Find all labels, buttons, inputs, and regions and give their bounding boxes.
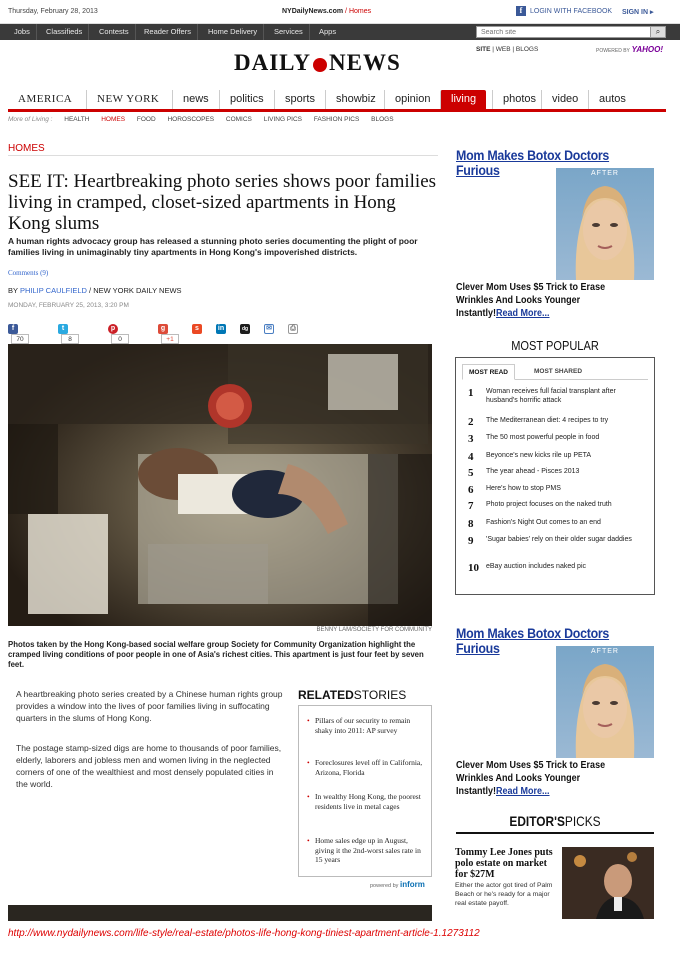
section-nav (8, 90, 666, 112)
rank-number: 9 (468, 535, 474, 547)
subnav-homes[interactable]: HOMES (101, 116, 126, 123)
byline-outlet: / NEW YORK DAILY NEWS (86, 286, 182, 295)
article-headline: SEE IT: Heartbreaking photo series shows poor families living in cramped, closet-sized apartments in Hong Kong slums (8, 171, 437, 234)
powered-by-yahoo (596, 45, 663, 54)
tommy-lee-jones-photo (562, 847, 654, 919)
powered-label: POWERED BY (596, 48, 630, 54)
nav-apps[interactable]: Apps (319, 27, 337, 36)
twitter-icon: t (58, 324, 68, 334)
ad-image[interactable] (556, 168, 654, 280)
story-title[interactable]: 'Sugar babies' rely on their older sugar daddies (486, 536, 632, 543)
breadcrumb-section[interactable]: Homes (348, 8, 372, 15)
nav-jobs[interactable]: Jobs (8, 24, 37, 40)
logo-daily: DAILY (234, 50, 312, 75)
most-popular-item[interactable] (468, 518, 644, 534)
editors-pick-image[interactable] (562, 847, 654, 919)
most-popular-item[interactable] (468, 387, 644, 403)
photo-caption: Photos taken by the Hong Kong-based social welfare group Society for Community Organization highlight the cramped living conditions of poor people in one of Asia's richest cities. This apartment is just four feet by seven feet. (8, 640, 424, 669)
ad-read-more-link[interactable]: Read More... (496, 308, 550, 319)
rank-number: 4 (468, 451, 474, 463)
ad-copy-text: Clever Mom Uses $5 Trick to Erase Wrinkles And Looks Younger Instantly! (456, 282, 606, 319)
ad-copy-text: Clever Mom Uses $5 Trick to Erase Wrinkles And Looks Younger Instantly! (456, 760, 606, 797)
nav-classifieds[interactable]: Classifieds (40, 24, 89, 40)
section-opinion[interactable]: opinion (384, 90, 440, 109)
most-popular-item[interactable] (468, 562, 644, 578)
subnav-food[interactable]: FOOD (136, 116, 156, 123)
editors-pick-summary: Either the actor got tired of Palm Beach or he's ready for a major real estate payoff. (455, 882, 553, 907)
rank-number: 5 (468, 467, 474, 479)
daily-news-logo[interactable] (234, 50, 401, 76)
rank-number: 3 (468, 433, 474, 445)
share-linkedin[interactable] (216, 324, 226, 336)
twitter-count: 8 (61, 334, 79, 344)
section-video[interactable]: video (541, 90, 588, 109)
tab-most-read[interactable]: MOST READ (462, 364, 515, 380)
section-label[interactable]: HOMES (8, 143, 45, 154)
section-showbiz[interactable]: showbiz (325, 90, 386, 109)
facebook-login-link[interactable]: LOGIN WITH FACEBOOK (530, 8, 613, 15)
article-paragraph-2: The postage stamp-sized digs are home to thousands of poor families, elderly, laborers and jobless men and women living in the neglected corners of one of the wealthiest and most densely populated cities in the world. (16, 743, 282, 789)
pinterest-icon: p (108, 324, 118, 334)
site-name[interactable]: NYDailyNews.com (282, 8, 344, 15)
ad-after-badge: AFTER (591, 170, 619, 177)
ad-copy (456, 281, 640, 320)
facebook-share-icon: f (8, 324, 18, 334)
share-facebook[interactable] (8, 324, 29, 343)
email-icon: ✉ (264, 324, 274, 334)
search-scope: SITE | WEB | BLOGS (476, 46, 539, 53)
most-popular-item[interactable] (468, 484, 644, 500)
rank-number: 6 (468, 484, 474, 496)
search-input[interactable] (476, 26, 666, 38)
share-twitter[interactable] (58, 324, 79, 343)
tab-most-shared[interactable]: MOST SHARED (534, 368, 583, 375)
subnav-more-label: More of Living : (8, 116, 53, 123)
share-stumbleupon[interactable] (192, 324, 202, 336)
print-icon: ⎙ (288, 324, 298, 334)
editors-title-bold: EDITOR'S (509, 813, 565, 829)
subnav-blogs[interactable]: BLOGS (371, 116, 394, 123)
logo-news: NEWS (329, 50, 401, 75)
scope-site[interactable]: SITE (476, 46, 491, 53)
current-date: Thursday, February 28, 2013 (8, 8, 98, 15)
pinterest-count: 0 (111, 334, 129, 344)
nav-contests[interactable]: Contests (93, 24, 136, 40)
most-popular-item[interactable] (468, 535, 644, 551)
byline (8, 286, 182, 295)
share-pinterest[interactable] (108, 324, 129, 343)
story-title[interactable]: Here's how to stop PMS (486, 485, 561, 492)
sign-in-link[interactable]: SIGN IN ▸ (622, 9, 654, 16)
most-popular-item[interactable] (468, 467, 644, 483)
subnav-fashion-pics[interactable]: FASHION PICS (313, 116, 360, 123)
story-title[interactable]: Photo project focuses on the naked truth (486, 501, 612, 508)
share-gplus[interactable] (158, 324, 179, 343)
ad-headline[interactable]: Mom Makes Botox Doctors Furious (456, 626, 610, 656)
byline-by: BY (8, 286, 20, 295)
photo-credit: BENNY LAM/SOCIETY FOR COMMUNITY (316, 627, 432, 633)
story-title[interactable]: The 50 most powerful people in food (486, 434, 600, 441)
subnav-living-pics[interactable]: LIVING PICS (263, 116, 302, 123)
related-story[interactable]: • In wealthy Hong Kong, the poorest residents live in metal cages (307, 792, 425, 811)
scope-web[interactable]: WEB (495, 46, 511, 53)
section-new-york[interactable]: NEW YORK (86, 90, 169, 109)
related-title-rest: STORIES (353, 688, 407, 702)
inform-logo[interactable]: inform (399, 880, 425, 889)
section-politics[interactable]: politics (219, 90, 274, 109)
next-photo-preview[interactable] (8, 905, 432, 921)
inform-label: powered by (370, 883, 399, 889)
author-link[interactable]: PHILIP CAULFIELD (19, 286, 87, 295)
section-living[interactable]: living (440, 90, 486, 109)
article-photo[interactable] (8, 344, 432, 626)
rank-number: 7 (468, 500, 474, 512)
rank-number: 10 (468, 562, 479, 574)
related-title-bold: RELATED (298, 688, 354, 702)
nav-home-delivery[interactable]: Home Delivery (202, 24, 264, 40)
most-popular-title: MOST POPULAR (511, 338, 599, 353)
most-popular-item[interactable] (468, 451, 644, 467)
story-title[interactable]: The Mediterranean diet: 4 recipes to try (486, 417, 609, 424)
most-popular-item[interactable] (468, 500, 644, 516)
linkedin-icon: in (217, 325, 225, 332)
ad-after-badge: AFTER (591, 648, 619, 655)
ad-image[interactable] (556, 646, 654, 758)
breadcrumb-separator: / (343, 8, 349, 15)
related-stories-box (298, 705, 432, 877)
stumbleupon-icon: s (192, 324, 202, 334)
section-autos[interactable]: autos (588, 90, 636, 109)
related-stories-title (298, 688, 406, 702)
comments-link[interactable]: Comments (9) (8, 269, 49, 277)
ad-face-image (556, 168, 654, 280)
ad-copy (456, 759, 640, 798)
scope-blogs[interactable]: BLOGS (515, 46, 539, 53)
page-url: http://www.nydailynews.com/life-style/real-estate/photos-life-hong-kong-tiniest-apartment-article-1.1273112 (8, 928, 480, 939)
ad-read-more-link[interactable]: Read More... (496, 786, 550, 797)
most-popular-tabs (462, 364, 648, 380)
share-print[interactable] (288, 324, 298, 336)
section-america[interactable]: AMERICA (18, 93, 73, 105)
most-popular-item[interactable] (468, 433, 644, 449)
share-digg[interactable] (240, 324, 250, 336)
yahoo-logo: YAHOO! (631, 45, 663, 54)
story-title[interactable]: Beyonce's new kicks rile up PETA (486, 452, 592, 459)
nav-reader-offers[interactable]: Reader Offers (138, 24, 198, 40)
logo-mark-icon (313, 58, 327, 72)
related-story[interactable]: • Home sales edge up in August, giving it the 2nd-worst sales rate in 15 years (307, 836, 425, 865)
powered-by-inform (370, 880, 425, 889)
related-story[interactable]: • Foreclosures level off in California, Arizona, Florida (307, 758, 425, 777)
section-news[interactable]: news (172, 90, 219, 109)
search-icon[interactable]: ⌕ (650, 26, 666, 38)
section-divider (8, 155, 438, 156)
subnav-comics[interactable]: COMICS (225, 116, 252, 123)
editors-picks-title (471, 813, 639, 829)
rank-number: 2 (468, 416, 474, 428)
facebook-count: 70 (11, 334, 29, 344)
subnav-health[interactable]: HEALTH (64, 116, 90, 123)
gplus-count: +1 (161, 334, 179, 344)
facebook-icon[interactable]: f (516, 6, 526, 16)
rank-number: 1 (468, 387, 474, 399)
rank-number: 8 (468, 518, 474, 530)
most-popular-item[interactable] (468, 416, 644, 432)
share-email[interactable] (264, 324, 274, 336)
section-sports[interactable]: sports (274, 90, 325, 109)
section-photos[interactable]: photos (492, 90, 546, 109)
story-title[interactable]: The year ahead - Pisces 2013 (486, 468, 580, 475)
digg-icon: dg (241, 326, 249, 332)
editors-divider (456, 832, 654, 834)
editors-title-rest: PICKS (564, 813, 601, 829)
living-subnav (8, 116, 404, 126)
article-dek: A human rights advocacy group has released a stunning photo series documenting the plight of poor families living in unimaginably tiny apartments in Hong Kong's impoverished districts. (8, 236, 418, 257)
cramped-apartment-photo (8, 344, 432, 626)
nav-services[interactable]: Services (268, 24, 310, 40)
story-title[interactable]: eBay auction includes naked pic (486, 563, 587, 570)
ad-headline[interactable]: Mom Makes Botox Doctors Furious (456, 148, 610, 178)
editors-pick-headline[interactable]: Tommy Lee Jones puts polo estate on market for $27M (455, 847, 553, 880)
site-breadcrumb (282, 8, 371, 15)
ad-face-image (556, 646, 654, 758)
story-title[interactable]: Fashion's Night Out comes to an end (486, 519, 601, 526)
article-paragraph-1: A heartbreaking photo series created by a Chinese human rights group provides a window into the lives of poor families living in suffocating quarters in the slums of Hong Kong. (16, 689, 283, 723)
related-story[interactable]: • Pillars of our security to remain shaky into 2011: AP survey (307, 716, 425, 735)
subnav-horoscopes[interactable]: HOROSCOPES (167, 116, 215, 123)
publish-date: MONDAY, FEBRUARY 25, 2013, 3:20 PM (8, 302, 129, 309)
gplus-icon: g (158, 324, 168, 334)
story-title[interactable]: Woman receives full facial transplant after husband's horrific attack (486, 388, 616, 404)
